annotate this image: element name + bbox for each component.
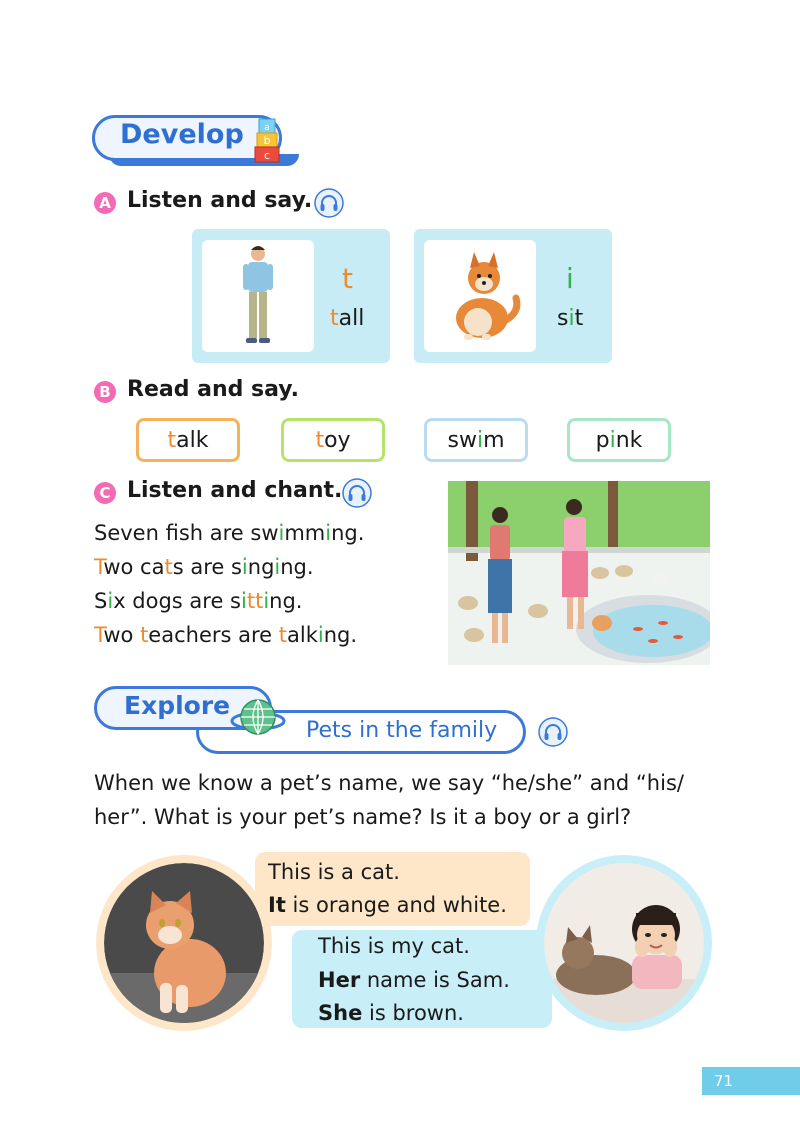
explore-title: Explore — [124, 691, 231, 720]
phonics-card-t-image — [202, 240, 314, 352]
chant-segment: ng. — [280, 555, 314, 579]
chant-segment: ng — [247, 555, 275, 579]
chant-segment: i — [241, 555, 248, 579]
block-b-letter: b — [263, 134, 271, 147]
chant-segment: ng. — [323, 623, 358, 647]
phonics-letter-t: t — [342, 262, 353, 295]
cat-photo — [104, 863, 264, 1023]
section-c-badge: C — [94, 482, 116, 504]
chant-line-1 — [94, 521, 364, 545]
dog-illustration-icon — [424, 240, 536, 352]
chant-line-2 — [94, 555, 314, 579]
audio-headphones-icon[interactable] — [538, 717, 568, 747]
section-b-title: Read and say. — [127, 377, 299, 402]
explore-paragraph-line-1: When we know a pet’s name, we say “he/she” and “his/ — [94, 771, 684, 795]
chant-segment: wo ca — [103, 555, 165, 579]
cat-photo-frame — [96, 855, 272, 1031]
chant-segment: i — [325, 521, 332, 545]
man-illustration-icon — [202, 240, 314, 352]
section-c-title: Listen and chant. — [127, 478, 343, 503]
phonics-word-tall: tall — [330, 306, 365, 331]
chant-segment: i — [107, 589, 114, 613]
chant-segment: i — [274, 555, 281, 579]
chant-segment: s are s — [172, 555, 242, 579]
chant-segment: sh are sw — [178, 521, 279, 545]
chant-segment: t — [278, 623, 287, 647]
section-a-title: Listen and say. — [127, 188, 313, 213]
girl-cat-photo-frame — [536, 855, 712, 1031]
chant-line-4 — [94, 623, 357, 647]
chant-segment: t — [140, 623, 149, 647]
chant-segment: T — [94, 555, 104, 579]
word-box-talk: t alk — [136, 418, 240, 462]
park-illustration — [448, 481, 710, 665]
phonics-letter-i: i — [566, 262, 574, 295]
bubble1-line-2: It is orange and white. — [268, 893, 507, 917]
bubble2-line-1: This is my cat. — [318, 934, 470, 958]
word-box-swim: sw i m — [424, 418, 528, 462]
chant-segment: x dogs are s — [113, 589, 241, 613]
chant-segment: mm — [284, 521, 326, 545]
chant-segment: tt — [246, 589, 264, 613]
section-a-badge: A — [94, 192, 116, 214]
chant-segment: i — [317, 623, 324, 647]
girl-with-cat-photo — [544, 863, 704, 1023]
chant-segment: wo — [103, 623, 141, 647]
bubble2-line-3: She is brown. — [318, 1001, 464, 1025]
chant-segment: i — [241, 589, 247, 613]
word-box-toy: t oy — [281, 418, 385, 462]
explore-paragraph-line-2: her”. What is your pet’s name? Is it a boy or a girl? — [94, 805, 632, 829]
bubble1-line-1: This is a cat. — [268, 860, 400, 884]
chant-segment: eachers are — [148, 623, 279, 647]
chant-segment: ng. — [331, 521, 365, 545]
develop-title: Develop — [120, 119, 244, 150]
explore-subtitle: Pets in the family — [306, 718, 498, 743]
bubble2-line-2: Her name is Sam. — [318, 968, 510, 992]
phonics-word-sit: sit — [557, 306, 584, 331]
block-a-letter: a — [264, 123, 270, 133]
abc-blocks-icon — [250, 117, 284, 163]
chant-segment: alk — [286, 623, 318, 647]
chant-segment: i — [278, 521, 285, 545]
chant-segment: Seven f — [94, 521, 179, 545]
audio-headphones-icon[interactable] — [342, 478, 372, 508]
section-b-badge: B — [94, 381, 116, 403]
word-box-pink: p i nk — [567, 418, 671, 462]
audio-headphones-icon[interactable] — [314, 188, 344, 218]
chant-segment: ng. — [269, 589, 303, 613]
chant-line-3 — [94, 589, 302, 613]
page-number: 71 — [702, 1067, 800, 1095]
chant-segment: i — [263, 589, 270, 613]
globe-icon — [230, 697, 286, 741]
phonics-card-i-image — [424, 240, 536, 352]
chant-segment: t — [164, 555, 173, 579]
chant-segment: S — [94, 589, 108, 613]
chant-segment: T — [94, 623, 104, 647]
block-c-letter: c — [263, 149, 271, 162]
